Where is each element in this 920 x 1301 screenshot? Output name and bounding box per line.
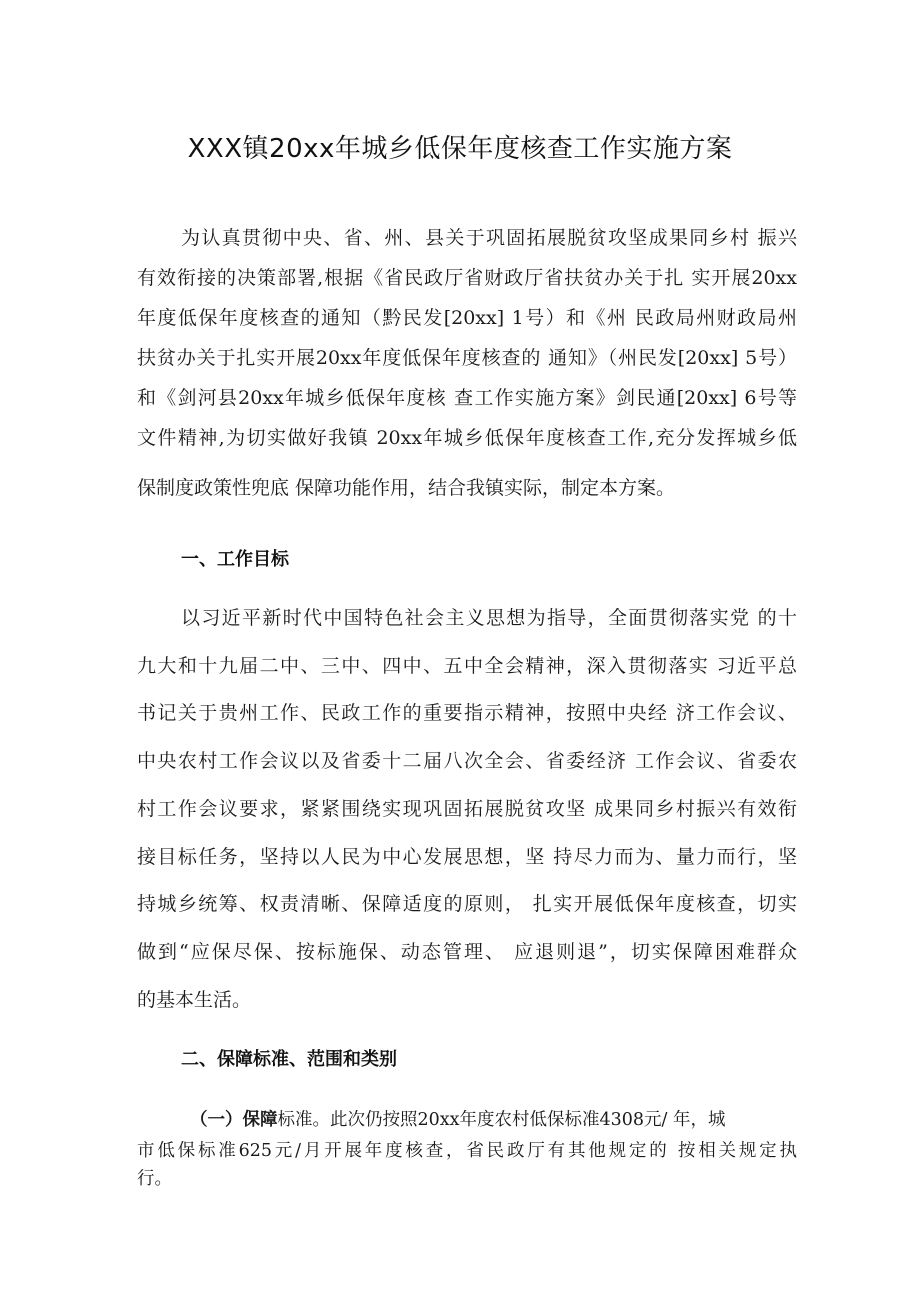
intro-line-2: 有效衔接的决策部署,根据《省民政厅省财政厅省扶贫办关于扎 实开展20xx bbox=[137, 267, 797, 289]
intro-line-1: 为认真贯彻中央、省、州、县关于巩固拓展脱贫攻坚成果同乡村 振兴 bbox=[181, 227, 797, 249]
document-title: XXX镇20xx年城乡低保年度核查工作实施方案 bbox=[187, 134, 733, 164]
intro-line-6: 文件精神,为切实做好我镇 20xx年城乡低保年度核查工作,充分发挥城乡低 bbox=[137, 427, 797, 449]
goals-line-1: 以习近平新时代中国特色社会主义思想为指导，全面贯彻落实党 的十 bbox=[181, 607, 797, 629]
intro-line-3: 年度低保年度核查的通知（黔民发[20xx] 1号）和《州 民政局州财政局州 bbox=[137, 307, 797, 329]
section-heading-goals: 一、工作目标 bbox=[181, 549, 289, 570]
standards-subheading: （一）保障 bbox=[190, 1110, 278, 1130]
goals-line-8: 做到“应保尽保、按标施保、动态管理、 应退则退”，切实保障困难群众 bbox=[137, 941, 797, 963]
goals-line-7: 持城乡统筹、权责清晰、保障适度的原则， 扎实开展低保年度核查，切实 bbox=[137, 893, 797, 915]
intro-line-4: 扶贫办关于扎实开展20xx年度低保年度核查的 通知》（州民发[20xx] 5号） bbox=[137, 347, 797, 369]
intro-line-7: 保制度政策性兜底 保障功能作用，结合我镇实际，制定本方案。 bbox=[137, 477, 676, 499]
goals-line-2: 九大和十九届二中、三中、四中、五中全会精神，深入贯彻落实 习近平总 bbox=[137, 655, 797, 677]
goals-line-4: 中央农村工作会议以及省委十二届八次全会、省委经济 工作会议、省委农 bbox=[137, 750, 797, 772]
standards-line-1-text: 标准。此次仍按照20xx年度农村低保标准4308元/ 年，城 bbox=[277, 1110, 726, 1130]
section-heading-standards: 二、保障标准、范围和类别 bbox=[181, 1049, 397, 1070]
intro-line-5: 和《剑河县20xx年城乡低保年度核 查工作实施方案》剑民通[20xx] 6号等 bbox=[137, 387, 797, 409]
goals-line-3: 书记关于贵州工作、民政工作的重要指示精神，按照中央经 济工作会议、 bbox=[137, 702, 797, 724]
goals-line-5: 村工作会议要求，紧紧围绕实现巩固拓展脱贫攻坚 成果同乡村振兴有效衔 bbox=[137, 798, 797, 820]
standards-line-1 bbox=[190, 1107, 797, 1133]
standards-line-2: 市低保标准625元/月开展年度核查，省民政厅有其他规定的 按相关规定执 bbox=[137, 1141, 797, 1161]
goals-line-6: 接目标任务，坚持以人民为中心发展思想，坚 持尽力而为、量力而行，坚 bbox=[137, 846, 797, 868]
standards-line-3: 行。 bbox=[137, 1169, 172, 1189]
goals-line-9: 的基本生活。 bbox=[137, 989, 252, 1011]
